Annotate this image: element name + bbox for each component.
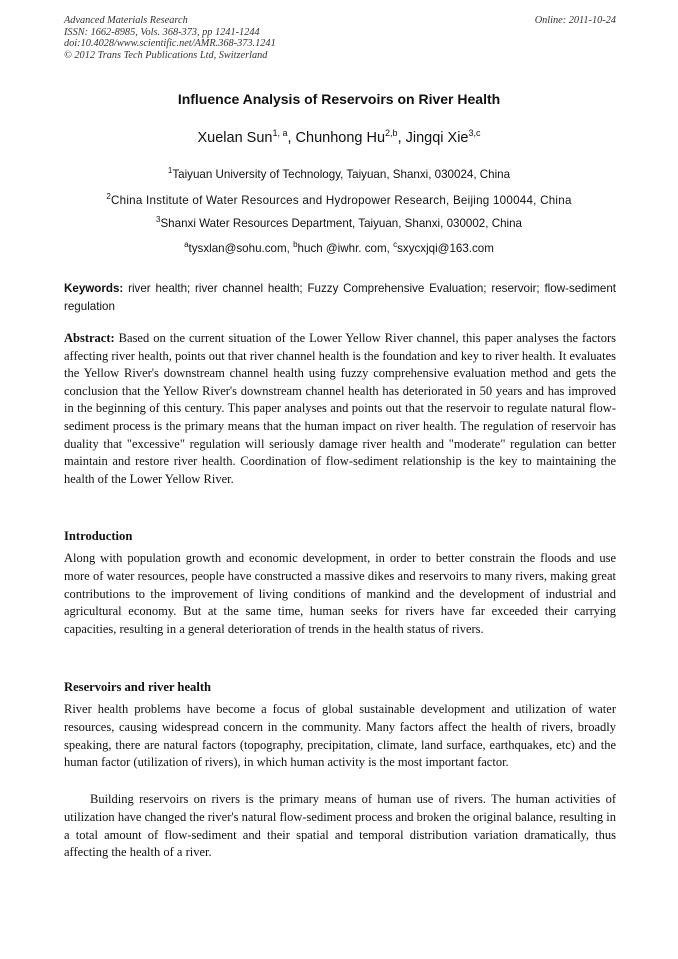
abstract-label: Abstract:	[64, 331, 115, 345]
abstract-text: Based on the current situation of the Lower Yellow River channel, this paper analyses the factors affecting river health, points out that river channel health is the foundation and key to river health. It evaluates the Yellow River's downstream channel health using fuzzy comprehensive evaluation method and gets the conclusion that the Yellow River's downstream channel health has deteriorated in 50 years and has improved in the beginning of this century. This paper analyses and points out that the reservoir to regulate natural flow-sediment process is the primary means that the human impact on river health. The regulation of reservoir has duality that "excessive" regulation will seriously damage river health and "moderate" regulation can better maintain and restore river health. Coordination of flow-sediment relationship is the key to maintaining the health of the Lower Yellow River.	[64, 331, 616, 486]
keywords-label: Keywords:	[64, 282, 124, 295]
online-date: Online: 2011-10-24	[534, 15, 616, 26]
reservoirs-paragraph-1: River health problems have become a focus of global sustainable development and utilization of water resources, causing widespread concern in the community. Many factors affect the health of rivers, broadly speaking, there are natural factors (topography, precipitation, climate, land surface, earthquakes, etc) and the human factor (utilization of rivers), in which human activity is the most important factor.	[64, 702, 616, 770]
author-name: Jingqi Xie	[405, 130, 469, 146]
copyright-line: © 2012 Trans Tech Publications Ltd, Switzerland	[64, 49, 268, 61]
author-separator: ,	[397, 130, 406, 146]
keywords-text: river health; river channel health; Fuzzy Comprehensive Evaluation; reservoir; flow-sediment regulation	[64, 282, 616, 313]
author-sup: 3,c	[468, 128, 481, 138]
email-text: tysxlan@sohu.com,	[188, 242, 294, 255]
section-heading-introduction: Introduction	[64, 529, 133, 543]
affiliation-text: China Institute of Water Resources and Hydropower Research, Beijing 100044, China	[111, 194, 572, 207]
journal-name: Advanced Materials Research	[64, 15, 188, 26]
affiliation-3	[0, 217, 678, 230]
author-sup: 2,b	[385, 128, 398, 138]
abstract	[64, 330, 616, 488]
affiliation-sup: 3	[156, 215, 161, 224]
email-line	[0, 242, 678, 255]
affiliation-sup: 2	[106, 192, 112, 201]
keywords	[64, 280, 616, 315]
affiliation-sup: 1	[167, 166, 173, 175]
affiliation-text: Taiyuan University of Technology, Taiyuan, Shanxi, 030024, China	[172, 168, 511, 181]
email-sup: a	[184, 240, 189, 249]
author-list	[0, 130, 678, 146]
affiliation-1	[0, 168, 678, 181]
author-name: Chunhong Hu	[295, 130, 386, 146]
issn-line: ISSN: 1662-8985, Vols. 368-373, pp 1241-1244	[64, 26, 260, 38]
affiliation-text: Shanxi Water Resources Department, Taiyuan, Shanxi, 030002, China	[160, 217, 522, 230]
email-sup: c	[393, 240, 398, 249]
author-sup: 1, a	[272, 128, 288, 138]
section-heading-reservoirs: Reservoirs and river health	[64, 680, 212, 694]
author-separator: ,	[287, 130, 296, 146]
reservoirs-paragraph-2: Building reservoirs on rivers is the primary means of human use of rivers. The human activities of utilization have changed the river's natural flow-sediment process and broken the original balance, resulting in a total amount of flow-sediment and their spatial and temporal distribution variation dramatically, thus affecting the health of a river.	[64, 792, 616, 860]
author-name: Xuelan Sun	[197, 130, 273, 146]
journal-header	[64, 15, 616, 61]
doi-line: doi:10.4028/www.scientific.net/AMR.368-373.1241	[64, 38, 276, 50]
paper-title: Influence Analysis of Reservoirs on River Health	[177, 91, 501, 107]
affiliation-2	[0, 194, 678, 207]
introduction-paragraph: Along with population growth and economic development, in order to better constrain the floods and use more of water resources, people have constructed a massive dikes and reservoirs to many rivers, making great contributions to the improvement of living conditions of mankind and the development of industrial and agricultural economy. But at the same time, human seeks for rivers have far exceeded their carrying capacities, resulting in a general deterioration of trends in the health status of rivers.	[64, 551, 616, 637]
email-text: huch @iwhr. com,	[297, 242, 394, 255]
email-text: sxycxjqi@163.com	[397, 242, 494, 255]
email-sup: b	[293, 240, 298, 249]
